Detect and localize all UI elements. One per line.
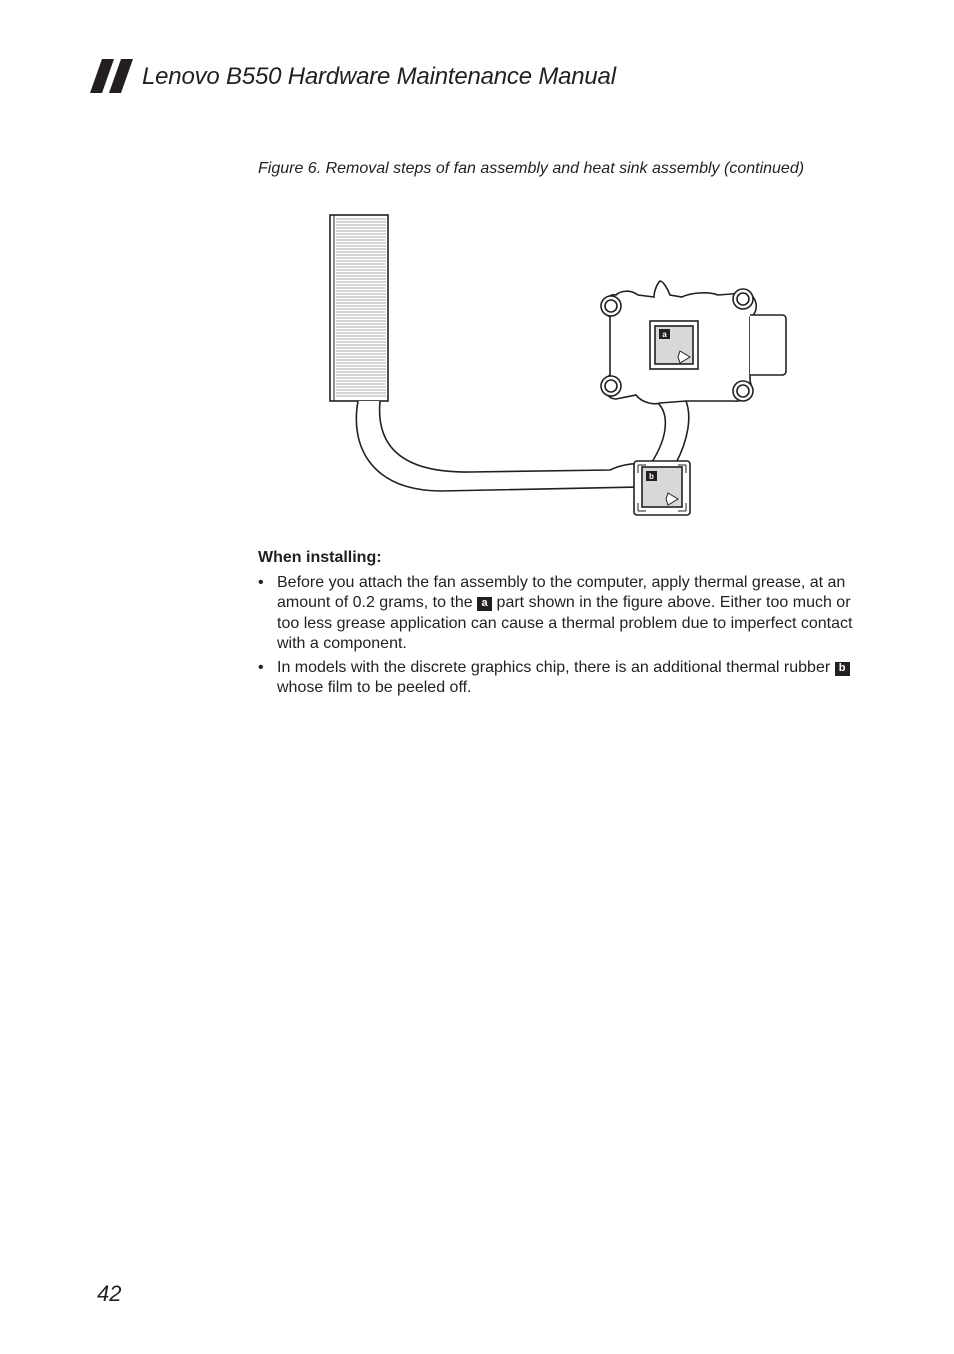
bullet-mark: • xyxy=(258,573,264,591)
label-b-text: b xyxy=(649,472,654,481)
note-text: Before you attach the fan assembly to the computer, apply thermal grease, at an amount of 0.2 grams, to the xyxy=(277,573,846,611)
page-number: 42 xyxy=(97,1281,122,1306)
section-heading: When installing: xyxy=(258,549,382,566)
installation-notes-list xyxy=(258,573,858,699)
when-installing-section xyxy=(258,548,858,702)
manual-title: Lenovo B550 Hardware Maintenance Manual xyxy=(142,63,616,90)
lenovo-slash-logo-icon xyxy=(90,59,136,93)
note-text: whose film to be peeled off. xyxy=(277,679,472,696)
note-text: part shown in the figure above. Either too much or too less grease application can cause a thermal problem due to imperfect contact with a component. xyxy=(277,594,853,652)
part-a-tag: a xyxy=(477,597,492,611)
bullet-mark: • xyxy=(258,658,264,676)
heat-pipe xyxy=(356,401,656,491)
figure-caption: Figure 6. Removal steps of fan assembly and heat sink assembly (continued) xyxy=(258,160,805,177)
heat-sink-assembly-figure xyxy=(320,205,800,525)
part-b-tag: b xyxy=(835,662,850,676)
list-item xyxy=(258,658,858,699)
note-text: In models with the discrete graphics chip, there is an additional thermal rubber xyxy=(277,658,835,676)
label-a-text: a xyxy=(662,330,667,339)
list-item xyxy=(258,573,858,655)
